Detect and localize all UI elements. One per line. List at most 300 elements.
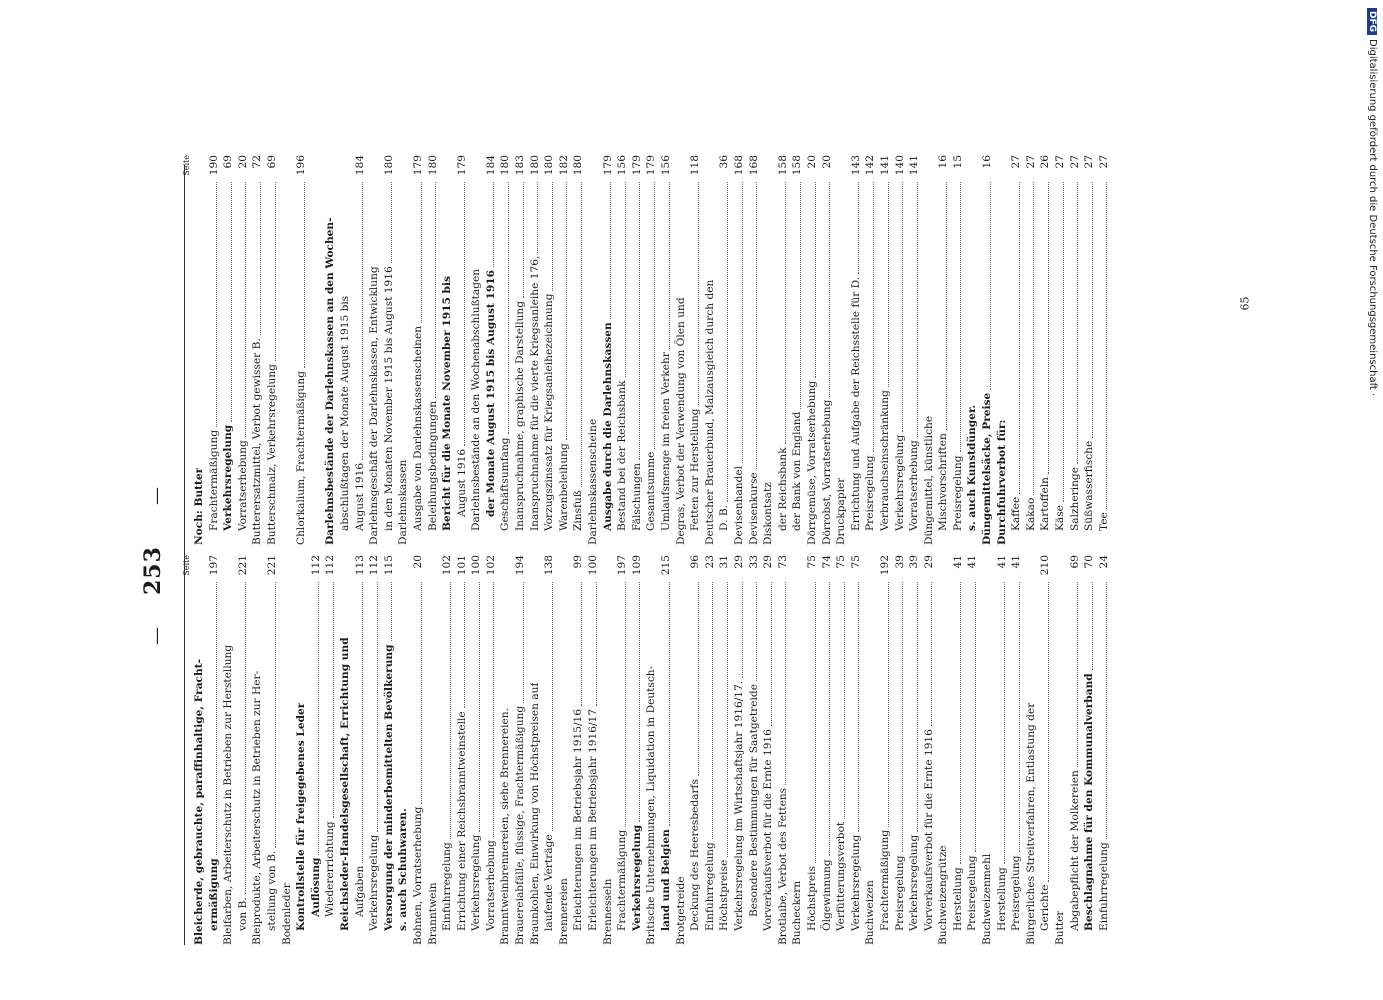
entry-page: 179	[630, 155, 643, 176]
dot-leader	[785, 182, 786, 444]
entry-page: 184	[353, 155, 366, 176]
entry-page: 29	[922, 555, 935, 569]
index-entry	[236, 555, 251, 945]
sidebar-caption: Digitalisierung gefördert durch die Deutsche Forschungsgemeinschaft ·	[1367, 39, 1378, 397]
entry-page: 215	[660, 555, 672, 576]
index-entry	[761, 555, 776, 945]
entry-term: Warenbeleihung	[557, 443, 570, 531]
entry-page: 138	[543, 555, 556, 576]
index-entry	[513, 555, 528, 945]
dot-leader	[931, 582, 932, 726]
dot-leader	[829, 182, 830, 397]
entry-page: 41	[951, 555, 964, 569]
entry-term: Brennereien	[557, 878, 570, 945]
entry-term: Verkehrsregelung	[470, 834, 483, 931]
dot-leader	[391, 582, 392, 641]
entry-term: Verbrauchseinschränkung	[878, 390, 891, 531]
index-entry	[192, 555, 207, 945]
dot-leader	[975, 582, 976, 853]
entry-term: ermäßigung	[207, 858, 220, 931]
index-entry	[469, 555, 484, 945]
entry-term: abschlußtagen der Monate August 1915 bis	[338, 295, 351, 531]
entry-term: Branntwein	[426, 882, 439, 945]
entry-term: Gesamtsumme	[645, 451, 658, 531]
entry-term: Vorratserhebung	[908, 440, 921, 531]
entry-term: Einfuhrregelung	[703, 842, 716, 931]
entry-page: 27	[1054, 155, 1067, 169]
entry-page: 118	[689, 155, 702, 176]
index-entry	[542, 155, 557, 545]
index-entry	[644, 555, 659, 945]
index-entry	[601, 155, 616, 545]
index-entry	[1009, 555, 1024, 945]
entry-term: Vorverkaufsverbot für die Ernte 1916	[922, 729, 935, 931]
entry-page: 16	[937, 155, 950, 169]
dash-right: —	[146, 487, 167, 505]
dot-leader	[727, 182, 728, 502]
index-entry	[1068, 555, 1083, 945]
entry-term: Ausgabe durch die Darlehnskassen	[601, 322, 614, 531]
entry-page: 190	[207, 155, 220, 176]
entry-term: Darlehnsgeschäft der Darlehnskassen, Entwicklung	[368, 266, 381, 545]
index-column-left	[182, 555, 1111, 945]
index-entry	[484, 155, 499, 545]
dot-leader	[902, 582, 903, 853]
index-entry	[513, 155, 528, 545]
entry-term: Degras, Verbot der Verwendung von Ölen und	[674, 297, 687, 545]
index-entry	[557, 155, 572, 545]
index-entry	[294, 555, 309, 945]
entry-term: Britische Unternehmungen, Liquidation in Deutsch-	[645, 665, 658, 945]
dot-leader	[362, 182, 363, 460]
dot-leader	[815, 582, 816, 863]
dot-leader	[552, 182, 553, 291]
entry-term: Vorratserhebung	[484, 840, 497, 931]
dot-leader	[1077, 582, 1078, 767]
dot-leader	[742, 182, 743, 463]
index-entry	[192, 155, 207, 545]
dot-leader	[698, 582, 699, 776]
entry-term: Dörrgemüse, Vorratserhebung	[805, 380, 818, 545]
entry-page: 112	[368, 555, 381, 576]
entry-term: Deutscher Brauerbund, Malzausgleich durch den	[703, 279, 716, 545]
entry-page: 24	[1097, 555, 1110, 569]
entry-page: 73	[776, 555, 789, 569]
entry-page: 156	[616, 155, 629, 176]
dot-leader	[1048, 582, 1049, 882]
index-entry	[717, 555, 732, 945]
index-entry	[893, 155, 908, 545]
entry-page: 36	[718, 155, 731, 169]
dot-leader	[829, 582, 830, 856]
index-entry	[849, 555, 864, 945]
entry-term: Geschäftsumfang	[499, 437, 512, 531]
entry-term: Bericht für die Monate November 1915 bis	[441, 276, 454, 531]
entry-term: Inanspruchnahme, graphische Darstellung	[514, 300, 527, 531]
entry-term: Besondere Bestimmungen für Saatgetreide	[747, 684, 760, 917]
index-entry	[586, 555, 601, 945]
index-entry	[630, 155, 645, 545]
entry-page: 168	[747, 155, 760, 176]
dot-leader	[1063, 182, 1064, 502]
entry-term: Zinsfuß	[572, 490, 585, 531]
index-entry	[863, 555, 878, 945]
page-number: 253	[140, 546, 166, 595]
index-entry	[790, 555, 805, 945]
entry-page: 221	[236, 555, 249, 576]
index-entry	[484, 555, 499, 945]
entry-page: 102	[484, 555, 497, 576]
entry-page: 179	[601, 155, 614, 176]
entry-page: 197	[207, 555, 220, 576]
entry-term: Devisenhandel	[732, 465, 745, 545]
index-entry	[455, 555, 470, 945]
dot-leader	[537, 182, 538, 253]
entry-term: Butterersatzmittel, Verbot gewisser B.	[251, 338, 264, 545]
index-entry	[440, 555, 455, 945]
dot-leader	[610, 182, 611, 319]
index-entry	[630, 555, 645, 945]
index-entry	[951, 155, 966, 545]
entry-page: 158	[776, 155, 789, 176]
entry-term: Bohnen, Vorratserhebung	[411, 806, 424, 945]
entry-page: 69	[222, 155, 235, 169]
index-entry	[1068, 155, 1083, 545]
entry-page: 197	[616, 555, 629, 576]
dot-leader	[464, 182, 465, 446]
index-entry	[615, 155, 630, 545]
index-entry	[265, 555, 280, 945]
entry-term: Gerichte	[1039, 884, 1052, 931]
index-entry	[382, 555, 397, 945]
entry-term: Preisregelung	[966, 855, 979, 931]
entry-term: Einfuhrregelung	[1097, 842, 1110, 931]
entry-term: Aufgaben	[353, 865, 366, 917]
index-entry	[878, 555, 893, 945]
entry-term: Preisregelung	[1010, 855, 1023, 931]
entry-term: Brennesseln	[601, 878, 614, 945]
dot-leader	[552, 582, 553, 831]
entry-page: 33	[747, 555, 760, 569]
digitization-sidebar	[1358, 0, 1383, 1000]
dot-leader	[917, 182, 918, 437]
entry-page: 112	[324, 555, 337, 576]
dot-leader	[858, 182, 859, 274]
index-entry	[922, 155, 937, 545]
dot-leader	[1019, 182, 1020, 494]
entry-term: Kontrollstelle für freigegebenes Leder	[295, 702, 308, 931]
dot-leader	[917, 582, 918, 832]
entry-page: 156	[660, 155, 672, 176]
dot-leader	[946, 182, 947, 430]
dot-leader	[493, 582, 494, 837]
entry-term: Darlehnskassenscheine	[587, 418, 600, 545]
index-entry	[732, 155, 747, 545]
entry-page: 109	[630, 555, 643, 576]
index-entry	[1053, 155, 1068, 545]
entry-term: August 1916	[455, 448, 468, 517]
entry-term: s. auch Kunstdünger.	[966, 404, 979, 531]
index-entry	[528, 555, 543, 945]
dot-leader	[596, 582, 597, 706]
index-entry	[601, 555, 616, 945]
index-entry	[761, 155, 776, 545]
index-entry	[323, 555, 338, 945]
index-entry	[455, 155, 470, 545]
entry-page: 27	[1010, 155, 1023, 169]
entry-term: Frachtermäßigung	[616, 829, 629, 931]
index-entry	[221, 155, 236, 545]
index-entry	[338, 555, 353, 945]
entry-term: Noch: Butter	[193, 467, 205, 545]
dot-leader	[1048, 182, 1049, 474]
index-entry	[221, 555, 236, 945]
entry-page: 179	[645, 155, 658, 176]
entry-term: Brotlaibe, Verbot des Fettens	[776, 787, 789, 945]
dot-leader	[421, 182, 422, 323]
index-entry	[659, 155, 674, 545]
entry-term: Bürgerliches Streitverfahren, Entlastung der	[1024, 702, 1037, 945]
index-entry	[674, 555, 689, 945]
index-entry	[703, 155, 718, 545]
entry-term: Beschlagnahme für den Kommunalverband	[1083, 673, 1096, 931]
index-entry	[382, 155, 397, 545]
entry-term: der Reichsbank	[776, 447, 789, 531]
seite-label-left: Seite	[182, 555, 191, 576]
index-entry	[250, 155, 265, 545]
index-entry	[1097, 155, 1112, 545]
index-entry	[1024, 555, 1039, 945]
index-entry	[965, 555, 980, 945]
dot-leader	[1004, 582, 1005, 864]
dot-leader	[479, 582, 480, 832]
index-entry	[747, 155, 762, 545]
entry-term: Buchweizenmehl	[981, 853, 994, 945]
index-entry	[353, 155, 368, 545]
index-entry	[338, 155, 353, 545]
entry-term: Buchweizengrütze	[937, 845, 950, 945]
index-entry	[1082, 155, 1097, 545]
dot-leader	[990, 182, 991, 390]
entry-term: Braunkohlen, Einwirkung von Höchstpreisen auf	[528, 682, 541, 945]
entry-term: Verkehrsregelung	[630, 824, 643, 931]
entry-term: Verkehrsregelung	[222, 424, 235, 531]
dot-leader	[785, 582, 786, 785]
entry-term: Preisregelung	[893, 855, 906, 931]
entry-term: Darlehnsbestände der Darlehnskassen an den Wochen-	[324, 217, 337, 545]
entry-term: Süßwasserfische	[1083, 440, 1096, 531]
entry-term: Ölgewinnung	[820, 859, 833, 931]
entry-term: Ausgabe von Darlehnskassenscheinen	[411, 325, 424, 531]
index-entry	[703, 555, 718, 945]
dot-leader	[391, 182, 392, 263]
entry-page: 168	[732, 155, 745, 176]
entry-term: Branntweinbrennereien, siehe Brennereien.	[499, 708, 512, 945]
dot-leader	[581, 182, 582, 487]
entry-term: Verkehrsregelung	[849, 834, 862, 931]
index-entry	[820, 155, 835, 545]
entry-term: laufende Verträge	[543, 834, 556, 931]
entry-page: 196	[295, 155, 308, 176]
entry-page: 180	[572, 155, 585, 176]
dot-leader	[1092, 182, 1093, 438]
dot-leader	[669, 582, 670, 826]
entry-term: Erleichterungen im Betriebsjahr 1916/17	[587, 709, 600, 931]
dot-leader	[1106, 182, 1107, 509]
entry-term: Bestand bei der Reichsbank	[616, 380, 629, 531]
index-entry	[280, 155, 295, 545]
entry-term: Kartoffeln	[1039, 477, 1052, 531]
entry-page: 74	[820, 555, 833, 569]
entry-term: Beleihungsbedingungen	[426, 400, 439, 531]
index-entry	[1024, 155, 1039, 545]
dot-leader	[844, 582, 845, 819]
dot-leader	[464, 582, 465, 708]
entry-page: 39	[908, 555, 921, 569]
entry-page: 221	[265, 555, 278, 576]
entry-page: 29	[762, 555, 775, 569]
entry-page: 96	[689, 555, 702, 569]
index-entry	[207, 555, 222, 945]
entry-page: 179	[455, 155, 468, 176]
dot-leader	[756, 182, 757, 469]
entry-term: Tee	[1097, 512, 1110, 531]
entry-term: Auflösung	[309, 857, 322, 917]
entry-page: 180	[543, 155, 556, 176]
entry-term: Preisregelung	[864, 455, 877, 531]
dot-leader	[669, 182, 670, 349]
entry-page: 101	[455, 555, 468, 576]
dot-leader	[216, 182, 217, 427]
dot-leader	[960, 182, 961, 453]
dot-leader	[1019, 582, 1020, 853]
dot-leader	[523, 182, 524, 298]
index-entry	[717, 155, 732, 545]
dot-leader	[275, 582, 276, 848]
dot-leader	[625, 182, 626, 378]
index-entry	[396, 555, 411, 945]
entry-page: 194	[514, 555, 527, 576]
dot-leader	[727, 582, 728, 857]
entry-page: 100	[587, 555, 600, 576]
index-entry	[980, 155, 995, 545]
entry-term: stellung von B.	[265, 850, 278, 931]
dot-leader	[815, 182, 816, 378]
index-entry	[688, 155, 703, 545]
running-head	[140, 165, 180, 945]
entry-term: Brotgetreide	[674, 876, 687, 945]
entry-term: Devisenkurse	[747, 472, 760, 545]
entry-term: Bleiprodukte, Arbeiterschutz in Betrieben zur Her-	[251, 670, 264, 945]
entry-term: Herstellung	[951, 867, 964, 931]
entry-page: 183	[514, 155, 527, 176]
entry-page: 180	[426, 155, 439, 176]
entry-term: Kaffee	[1010, 496, 1023, 531]
entry-term: Frachtermäßigung	[878, 829, 891, 931]
entry-page: 69	[265, 155, 278, 169]
entry-term: Höchstpreis	[805, 865, 818, 931]
entry-term: Herstellung	[995, 867, 1008, 931]
entry-page: 102	[441, 555, 454, 576]
index-entry	[250, 555, 265, 945]
dot-leader	[698, 182, 699, 405]
dot-leader	[245, 182, 246, 437]
dot-leader	[858, 582, 859, 832]
index-entry	[1097, 555, 1112, 945]
dot-leader	[639, 182, 640, 460]
entry-term: Diskontsatz	[762, 482, 775, 545]
index-entry	[469, 155, 484, 545]
entry-page: 179	[411, 155, 424, 176]
dot-leader	[231, 182, 232, 422]
entry-page: 29	[732, 555, 745, 569]
index-entry	[411, 155, 426, 545]
sidebar-text	[1367, 8, 1378, 396]
entry-term: Vorzugszinssatz für Kriegsanleihezeichnung	[543, 293, 556, 531]
entry-page: 70	[1083, 555, 1096, 569]
entry-term: Deckung des Heeresbedarfs	[689, 779, 702, 931]
dot-leader	[493, 182, 494, 267]
index-entry	[1082, 555, 1097, 945]
entry-page: 72	[251, 155, 264, 169]
entry-page: 16	[981, 155, 994, 169]
entry-term: Bucheckern	[791, 880, 804, 945]
dot-leader	[654, 182, 655, 449]
entry-term: Verkehrsregelung	[893, 434, 906, 531]
entry-term: Fälschungen	[630, 462, 643, 531]
dot-leader	[216, 582, 217, 855]
dot-leader	[712, 582, 713, 839]
entry-page: 69	[1068, 555, 1081, 569]
index-entry	[571, 155, 586, 545]
entry-term: Errichtung einer Reichsbranntweinstelle	[455, 711, 468, 931]
dot-leader	[318, 582, 319, 855]
index-entry	[805, 555, 820, 945]
index-entry	[426, 155, 441, 545]
index-entry	[353, 555, 368, 945]
dot-leader	[800, 182, 801, 409]
entry-term: Versorgung der minderbemittelten Bevölkerung	[382, 644, 395, 931]
dot-leader	[421, 582, 422, 804]
index-entry	[1038, 155, 1053, 545]
entry-page: 20	[236, 155, 249, 169]
dot-leader	[260, 182, 261, 335]
index-entry	[294, 155, 309, 545]
entry-term: Verkehrsregelung	[368, 834, 381, 931]
index-entry	[980, 555, 995, 945]
index-entry	[323, 155, 338, 545]
entry-term: Frachtermäßigung	[207, 429, 220, 531]
entry-term: Einfuhrregelung	[441, 842, 454, 931]
dot-leader	[304, 182, 305, 368]
index-entry	[309, 155, 324, 545]
entry-term: Dörrobst, Vorratserhebung	[820, 399, 833, 545]
entry-page: 180	[499, 155, 512, 176]
dot-leader	[771, 582, 772, 726]
index-entry	[440, 155, 455, 545]
index-entry	[367, 155, 382, 545]
index-entry	[951, 555, 966, 945]
index-entry	[280, 555, 295, 945]
index-entry	[878, 155, 893, 545]
dot-leader	[1033, 182, 1034, 495]
entry-term: Kakao	[1024, 497, 1037, 531]
index-entry	[1038, 555, 1053, 945]
dot-leader	[377, 582, 378, 832]
index-entry	[309, 555, 324, 945]
entry-term: Abgabepflicht der Molkereien	[1068, 770, 1081, 931]
entry-term: Verkehrsregelung im Wirtschaftsjahr 1916/17.	[732, 680, 745, 931]
